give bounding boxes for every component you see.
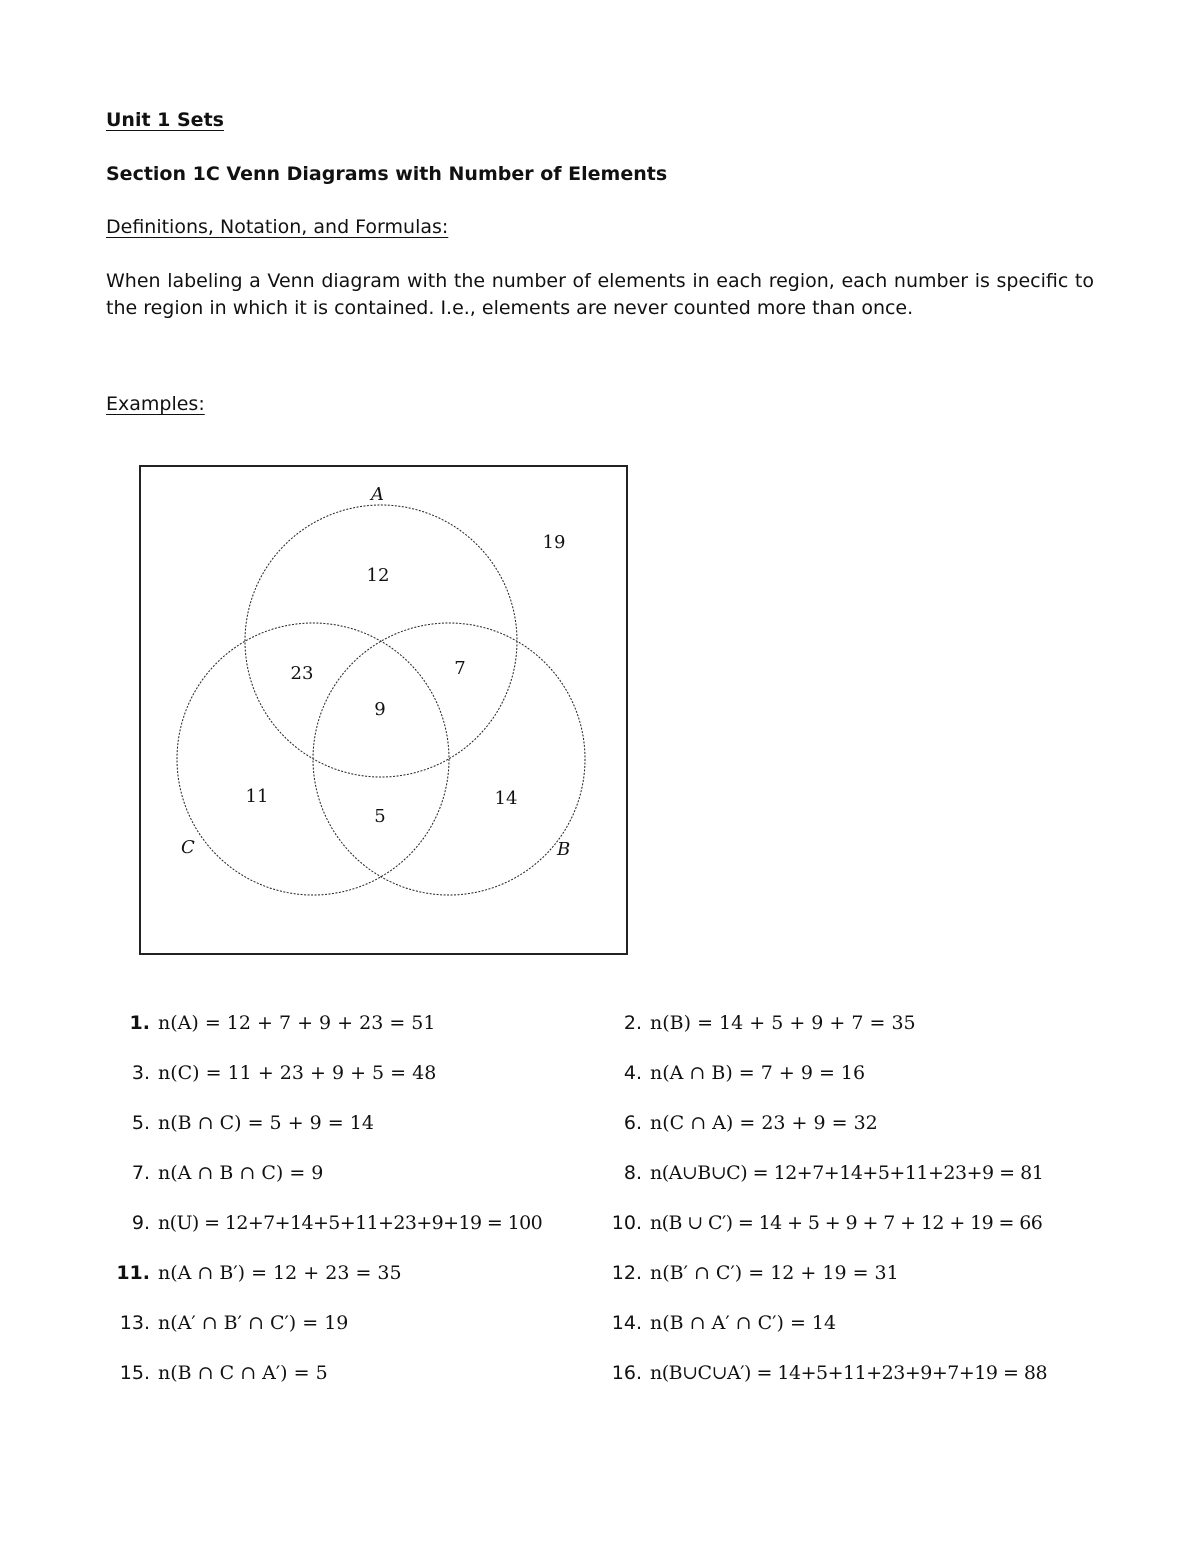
unit-title: Unit 1 Sets (106, 109, 224, 131)
example-item (116, 1014, 436, 1033)
example-number: 9. (131, 1212, 150, 1234)
example-number: 6. (623, 1112, 642, 1134)
example-item (604, 1264, 899, 1283)
example-item (116, 1314, 348, 1333)
example-item (116, 1214, 542, 1233)
definitions-text: When labeling a Venn diagram with the number of elements in each region, each number is specific to the region in which it is contained. I.e., elements are never counted more than once. (106, 270, 1094, 319)
example-number: 11. (116, 1262, 150, 1284)
example-number: 1. (129, 1012, 150, 1034)
example-expression: n(A) = 12 + 7 + 9 + 23 = 51 (158, 1012, 436, 1034)
example-item (604, 1364, 1047, 1383)
example-number: 3. (131, 1062, 150, 1084)
example-item (116, 1264, 402, 1283)
example-item (604, 1214, 1042, 1233)
example-expression: n(U) = 12+7+14+5+11+23+9+19 = 100 (158, 1212, 543, 1234)
example-expression: n(A ∩ B ∩ C) = 9 (158, 1162, 324, 1184)
label-a: A (371, 484, 384, 505)
example-item (116, 1114, 374, 1133)
example-number: 5. (131, 1112, 150, 1134)
example-expression: n(B′ ∩ C′) = 12 + 19 = 31 (650, 1262, 899, 1284)
example-number: 16. (611, 1362, 642, 1384)
definitions-heading: Definitions, Notation, and Formulas: (106, 216, 449, 238)
label-b: B (557, 839, 571, 860)
example-expression: n(B ∩ C) = 5 + 9 = 14 (158, 1112, 374, 1134)
region-a-only: 12 (366, 565, 390, 586)
example-item (604, 1114, 878, 1133)
section-title: Section 1C Venn Diagrams with Number of Elements (106, 163, 668, 185)
example-number: 7. (131, 1162, 150, 1184)
examples-heading: Examples: (106, 393, 205, 415)
example-expression: n(C ∩ A) = 23 + 9 = 32 (650, 1112, 878, 1134)
example-item (116, 1164, 323, 1183)
example-number: 13. (119, 1312, 150, 1334)
example-expression: n(B ∩ A′ ∩ C′) = 14 (650, 1312, 837, 1334)
label-c: C (181, 837, 195, 858)
example-expression: n(B ∪ C′) = 14 + 5 + 9 + 7 + 12 + 19 = 66 (650, 1212, 1043, 1234)
example-expression: n(A′ ∩ B′ ∩ C′) = 19 (158, 1312, 349, 1334)
region-a-c: 23 (290, 663, 314, 684)
example-expression: n(A∪B∪C) = 12+7+14+5+11+23+9 = 81 (650, 1162, 1044, 1184)
region-b-c: 5 (374, 806, 386, 827)
example-item (604, 1164, 1043, 1183)
region-b-only: 14 (494, 788, 518, 809)
example-item (116, 1364, 328, 1383)
example-expression: n(A ∩ B′) = 12 + 23 = 35 (158, 1262, 402, 1284)
venn-svg (139, 465, 629, 956)
example-expression: n(B∪C∪A′) = 14+5+11+23+9+7+19 = 88 (650, 1362, 1048, 1384)
example-expression: n(A ∩ B) = 7 + 9 = 16 (650, 1062, 866, 1084)
region-a-b-c: 9 (374, 699, 386, 720)
example-number: 10. (611, 1212, 642, 1234)
example-number: 14. (611, 1312, 642, 1334)
example-item (116, 1064, 436, 1083)
venn-diagram (139, 465, 629, 956)
example-item (604, 1314, 836, 1333)
example-number: 15. (119, 1362, 150, 1384)
example-number: 8. (623, 1162, 642, 1184)
example-expression: n(C) = 11 + 23 + 9 + 5 = 48 (158, 1062, 437, 1084)
example-number: 12. (611, 1262, 642, 1284)
example-item (604, 1014, 916, 1033)
example-expression: n(B) = 14 + 5 + 9 + 7 = 35 (650, 1012, 916, 1034)
example-number: 4. (623, 1062, 642, 1084)
region-a-b: 7 (454, 658, 466, 679)
example-item (604, 1064, 865, 1083)
example-expression: n(B ∩ C ∩ A′) = 5 (158, 1362, 328, 1384)
example-number: 2. (623, 1012, 642, 1034)
region-outside: 19 (542, 532, 566, 553)
region-c-only: 11 (245, 786, 269, 807)
